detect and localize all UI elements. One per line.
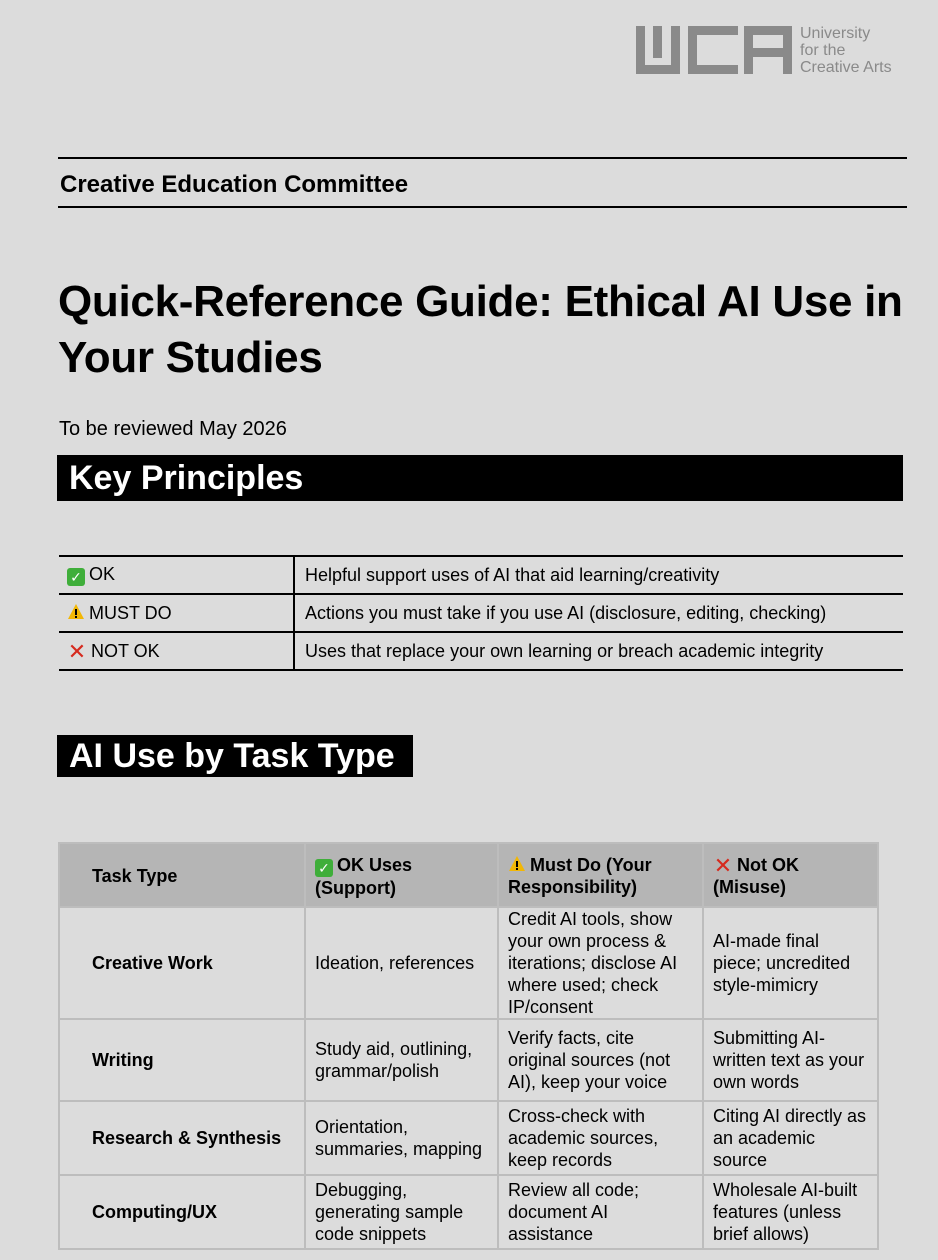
ok-cell: Ideation, references — [305, 907, 498, 1019]
task-cell: Research & Synthesis — [59, 1101, 305, 1175]
must-cell: Cross-check with academic sources, keep records — [498, 1101, 703, 1175]
uca-logo-mark — [636, 26, 792, 74]
table-row — [59, 907, 878, 1019]
principle-description: Helpful support uses of AI that aid learning/creativity — [294, 556, 903, 594]
warning-icon — [508, 855, 526, 873]
committee-bar — [58, 157, 907, 208]
warning-icon — [67, 603, 85, 621]
principle-description: Actions you must take if you use AI (disclosure, editing, checking) — [294, 594, 903, 632]
task-cell: Writing — [59, 1019, 305, 1101]
not-ok-cell: Submitting AI-written text as your own words — [703, 1019, 878, 1101]
principle-label: NOT OK — [91, 640, 160, 661]
logo-line-2: for the — [800, 42, 846, 59]
logo-line-3: Creative Arts — [800, 59, 892, 76]
not-ok-cell: Citing AI directly as an academic source — [703, 1101, 878, 1175]
must-cell: Verify facts, cite original sources (not AI), keep your voice — [498, 1019, 703, 1101]
task-cell: Creative Work — [59, 907, 305, 1019]
principle-row — [59, 556, 903, 594]
uca-logo-text — [800, 25, 892, 76]
table-row — [59, 1101, 878, 1175]
column-header-must: Must Do (Your Responsibility) — [498, 843, 703, 907]
ok-cell: Debugging, generating sample code snippets — [305, 1175, 498, 1249]
cross-mark-icon: ✕ — [713, 853, 733, 878]
column-header-ok: ✓ OK Uses (Support) — [305, 843, 498, 907]
not-ok-cell: AI-made final piece; uncredited style-mimicry — [703, 907, 878, 1019]
principle-row — [59, 594, 903, 632]
must-cell: Review all code; document AI assistance — [498, 1175, 703, 1249]
principle-label-cell — [59, 632, 294, 670]
table-header-row — [59, 843, 878, 907]
principle-description: Uses that replace your own learning or breach academic integrity — [294, 632, 903, 670]
table-row — [59, 1175, 878, 1249]
page-title: Quick-Reference Guide: Ethical AI Use in Your Studies — [58, 277, 903, 382]
not-ok-cell: Wholesale AI-built features (unless brief allows) — [703, 1175, 878, 1249]
committee-name: Creative Education Committee — [60, 171, 409, 198]
logo-line-1: University — [800, 25, 871, 42]
principle-row — [59, 632, 903, 670]
check-mark-icon: ✓ — [67, 568, 85, 586]
key-principles-heading: Key Principles — [57, 455, 903, 501]
column-header-task: Task Type — [59, 843, 305, 907]
table-row — [59, 1019, 878, 1101]
column-header-not-ok: ✕ Not OK (Misuse) — [703, 843, 878, 907]
task-type-table — [58, 842, 879, 1250]
check-mark-icon: ✓ — [315, 859, 333, 877]
must-cell: Credit AI tools, show your own process & iterations; disclose AI where used; check IP/consent — [498, 907, 703, 1019]
key-principles-table — [59, 555, 903, 671]
ok-cell: Study aid, outlining, grammar/polish — [305, 1019, 498, 1101]
principle-label: MUST DO — [89, 602, 172, 623]
principle-label-cell — [59, 556, 294, 594]
task-type-heading: AI Use by Task Type — [57, 735, 413, 777]
task-cell: Computing/UX — [59, 1175, 305, 1249]
principle-label-cell — [59, 594, 294, 632]
uca-logo — [636, 26, 892, 76]
cross-mark-icon: ✕ — [67, 638, 87, 664]
review-note: To be reviewed May 2026 — [59, 418, 287, 440]
principle-label: OK — [89, 564, 116, 584]
ok-cell: Orientation, summaries, mapping — [305, 1101, 498, 1175]
